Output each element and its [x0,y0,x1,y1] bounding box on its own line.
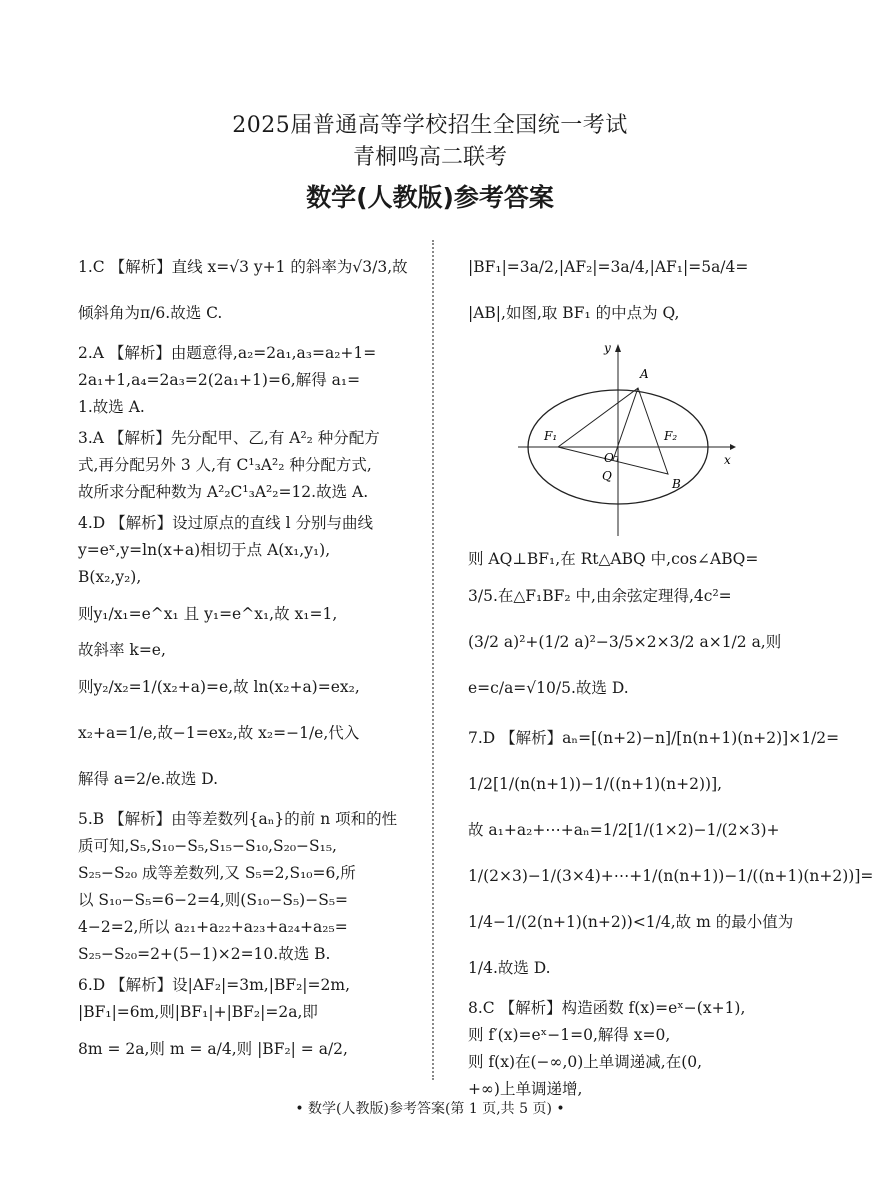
label-A: A [640,367,649,381]
solution-item [78,425,412,506]
solution-line: 8.C 【解析】构造函数 f(x)=eˣ−(x+1), [468,999,746,1017]
solution-item [468,715,873,991]
solution-line: 则 AQ⊥BF₁,在 Rt△ABQ 中,cos∠ABQ= [468,550,759,568]
solution-line: 故斜率 k=e, [78,641,166,659]
label-y: y [604,341,611,355]
solution-line: S₂₅−S₂₀ 成等差数列,又 S₅=2,S₁₀=6,所 [78,864,356,882]
solution-item [78,244,412,336]
solution-line: 1.故选 A. [78,398,145,416]
solution-item [78,972,412,1072]
exam-subtitle: 青桐鸣高二联考 [352,145,507,170]
exam-title: 2025届普通高等学校招生全国统一考试 [232,113,628,138]
label-F2: F₂ [664,429,678,443]
solution-line: 则 f(x)在(−∞,0)上单调递减,在(0, [468,1053,703,1071]
solution-line: 4−2=2,所以 a₂₁+a₂₂+a₂₃+a₂₄+a₂₅= [78,918,348,936]
solution-line: +∞)上单调递增, [468,1080,583,1098]
solution-line: 质可知,S₅,S₁₀−S₅,S₁₅−S₁₀,S₂₀−S₁₅, [78,837,337,855]
solution-line: 1.C 【解析】直线 x=√3 y+1 的斜率为√3/3,故 [78,258,408,276]
ellipse-figure [518,340,738,540]
solution-item [78,510,412,802]
solution-line: S₂₅−S₂₀=2+(5−1)×2=10.故选 B. [78,945,331,963]
solution-line: 1/2[1/(n(n+1))−1/((n+1)(n+2))], [468,775,723,793]
left-column [78,244,412,1076]
right-column [468,244,873,1107]
solution-line: y=eˣ,y=ln(x+a)相切于点 A(x₁,y₁), [78,541,331,559]
solution-line: 3.A 【解析】先分配甲、乙,有 A²₂ 种分配方 [78,429,380,447]
solution-line: |AB|,如图,取 BF₁ 的中点为 Q, [468,304,680,322]
solution-line: |BF₁|=3a/2,|AF₂|=3a/4,|AF₁|=5a/4= [468,258,749,276]
label-Q: Q [602,469,612,483]
solution-line: 1/4−1/(2(n+1)(n+2))<1/4,故 m 的最小值为 [468,913,794,931]
solution-line: 倾斜角为π/6.故选 C. [78,304,223,322]
solution-line: (3/2 a)²+(1/2 a)²−3/5×2×3/2 a×1/2 a,则 [468,633,782,651]
solution-line: 6.D 【解析】设|AF₂|=3m,|BF₂|=2m, [78,976,350,994]
answer-key-title: 数学(人教版)参考答案 [306,183,554,212]
solution-line: 解得 a=2/e.故选 D. [78,770,219,788]
solution-line: e=c/a=√10/5.故选 D. [468,679,629,697]
page-footer: • 数学(人教版)参考答案(第 1 页,共 5 页) • [295,1101,565,1117]
solution-line: 以 S₁₀−S₅=6−2=4,则(S₁₀−S₅)−S₅= [78,891,349,909]
solution-item [468,546,782,711]
solution-line: |BF₁|=6m,则|BF₁|+|BF₂|=2a,即 [78,1003,318,1021]
label-x: x [724,453,731,467]
segment-AQ [613,388,638,460]
y-axis-arrow-icon [615,344,621,352]
solution-line: 故所求分配种数为 A²₂C¹₃A²₂=12.故选 A. [78,483,369,501]
solution-line: 式,再分配另外 3 人,有 C¹₃A²₂ 种分配方式, [78,456,372,474]
ellipse-diagram [518,340,738,540]
solution-line: 7.D 【解析】aₙ=[(n+2)−n]/[n(n+1)(n+2)]×1/2= [468,729,840,747]
solution-line: 8m = 2a,则 m = a/4,则 |BF₂| = a/2, [78,1040,348,1058]
solution-line: B(x₂,y₂), [78,568,142,586]
solution-line: 3/5.在△F₁BF₂ 中,由余弦定理得,4c²= [468,587,732,605]
solution-line: x₂+a=1/e,故−1=ex₂,故 x₂=−1/e,代入 [78,724,360,742]
column-divider [432,240,434,1080]
solution-item [78,340,412,421]
label-O: O [604,451,614,465]
solution-line: 则y₁/x₁=e^x₁ 且 y₁=e^x₁,故 x₁=1, [78,605,338,623]
solution-line: 1/4.故选 D. [468,959,551,977]
solution-line: 5.B 【解析】由等差数列{aₙ}的前 n 项和的性 [78,810,398,828]
solution-line: 则y₂/x₂=1/(x₂+a)=e,故 ln(x₂+a)=ex₂, [78,678,360,696]
solution-line: 4.D 【解析】设过原点的直线 l 分别与曲线 [78,514,373,532]
solution-line: 2a₁+1,a₄=2a₃=2(2a₁+1)=6,解得 a₁= [78,371,361,389]
solution-line: 2.A 【解析】由题意得,a₂=2a₁,a₃=a₂+1= [78,344,377,362]
solution-item [78,806,412,968]
solution-item [468,995,778,1103]
right-solutions [468,546,873,1103]
x-axis-arrow-icon [730,444,736,450]
solution-6-continued [468,244,778,336]
label-B: B [672,477,681,491]
label-F1: F₁ [544,429,558,443]
solution-line: 1/(2×3)−1/(3×4)+⋯+1/(n(n+1))−1/((n+1)(n+2))]= [468,867,873,885]
solution-line: 故 a₁+a₂+⋯+aₙ=1/2[1/(1×2)−1/(2×3)+ [468,821,780,839]
solution-line: 则 f′(x)=eˣ−1=0,解得 x=0, [468,1026,671,1044]
